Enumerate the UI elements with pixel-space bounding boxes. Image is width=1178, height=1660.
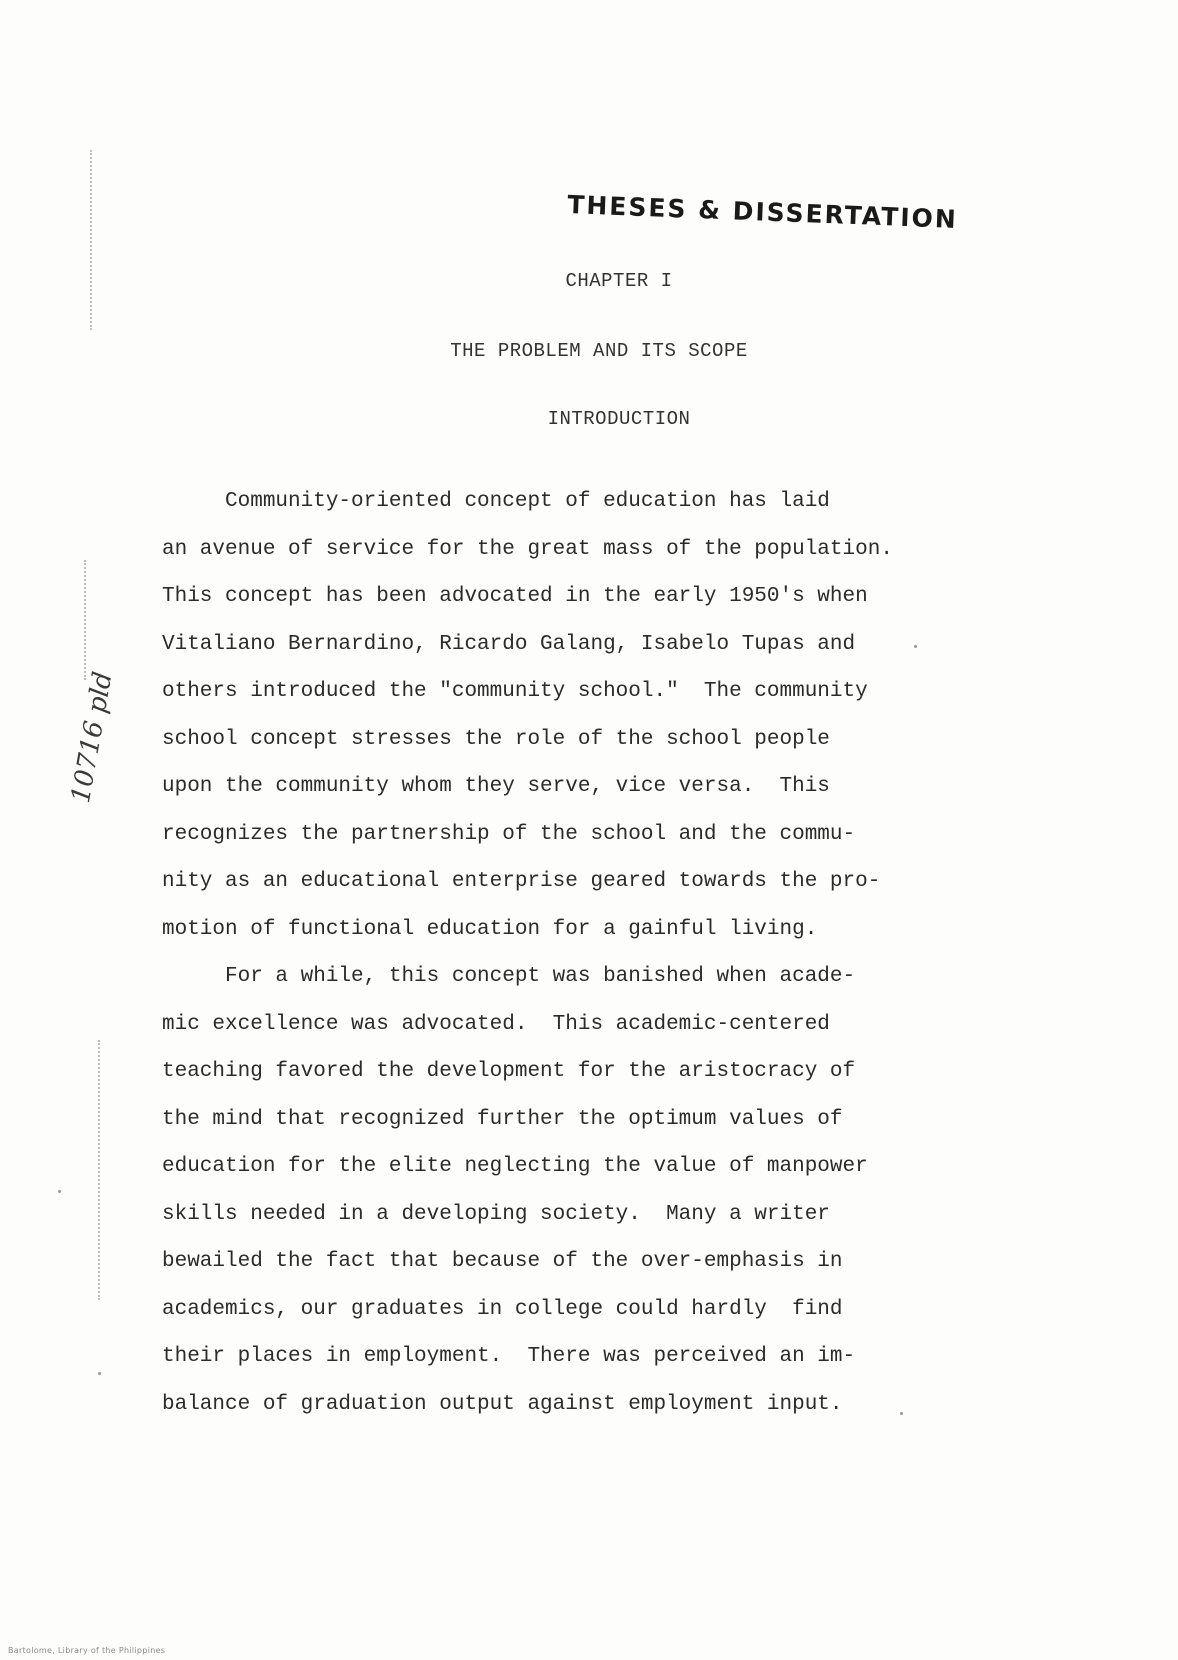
scan-dots-left <box>90 150 94 330</box>
scan-dots-mid <box>84 560 88 680</box>
section-heading: INTRODUCTION <box>547 408 691 430</box>
text-line: For a while, this concept was banished when acade- <box>162 965 856 988</box>
text-line: teaching favored the development for the aristocracy of <box>162 1060 856 1083</box>
text-line: mic excellence was advocated. This academic-centered <box>162 1012 830 1036</box>
text-line: upon the community whom they serve, vice versa. This <box>162 775 830 798</box>
text-line: Community-oriented concept of education has laid <box>162 490 830 513</box>
theses-dissertation-stamp: THESES & DISSERTATION <box>566 190 959 234</box>
text-line: school concept stresses the role of the school people <box>162 727 830 751</box>
chapter-heading: CHAPTER I <box>565 270 673 292</box>
text-line: recognizes the partnership of the school and the commu- <box>162 822 856 846</box>
text-line: balance of graduation output against employment input. <box>162 1392 843 1416</box>
text-line: their places in employment. There was perceived an im- <box>162 1345 856 1368</box>
scan-speck <box>98 1372 101 1375</box>
text-line: nity as an educational enterprise geared towards the pro- <box>162 870 881 893</box>
scan-speck <box>58 1190 61 1193</box>
text-line: This concept has been advocated in the early 1950's when <box>162 585 868 608</box>
text-line: Vitaliano Bernardino, Ricardo Galang, Isabelo Tupas and <box>162 632 856 656</box>
text-line: skills needed in a developing society. Many a writer <box>162 1202 830 1226</box>
chapter-title: THE PROBLEM AND ITS SCOPE <box>450 340 748 362</box>
body-text <box>162 478 982 1428</box>
text-line: others introduced the "community school." The community <box>162 680 868 703</box>
text-line: academics, our graduates in college could hardly find <box>162 1297 843 1321</box>
text-line: education for the elite neglecting the value of manpower <box>162 1155 868 1178</box>
handwritten-accession-note: 10716 pld <box>66 669 119 806</box>
text-line: an avenue of service for the great mass of the population. <box>162 537 893 561</box>
text-line: bewailed the fact that because of the over-emphasis in <box>162 1250 843 1273</box>
scan-dots-left-lower <box>98 1040 102 1300</box>
text-line: the mind that recognized further the optimum values of <box>162 1107 843 1131</box>
scan-footer: Bartolome, Library of the Philippines <box>8 1646 166 1655</box>
text-line: motion of functional education for a gainful living. <box>162 917 818 941</box>
